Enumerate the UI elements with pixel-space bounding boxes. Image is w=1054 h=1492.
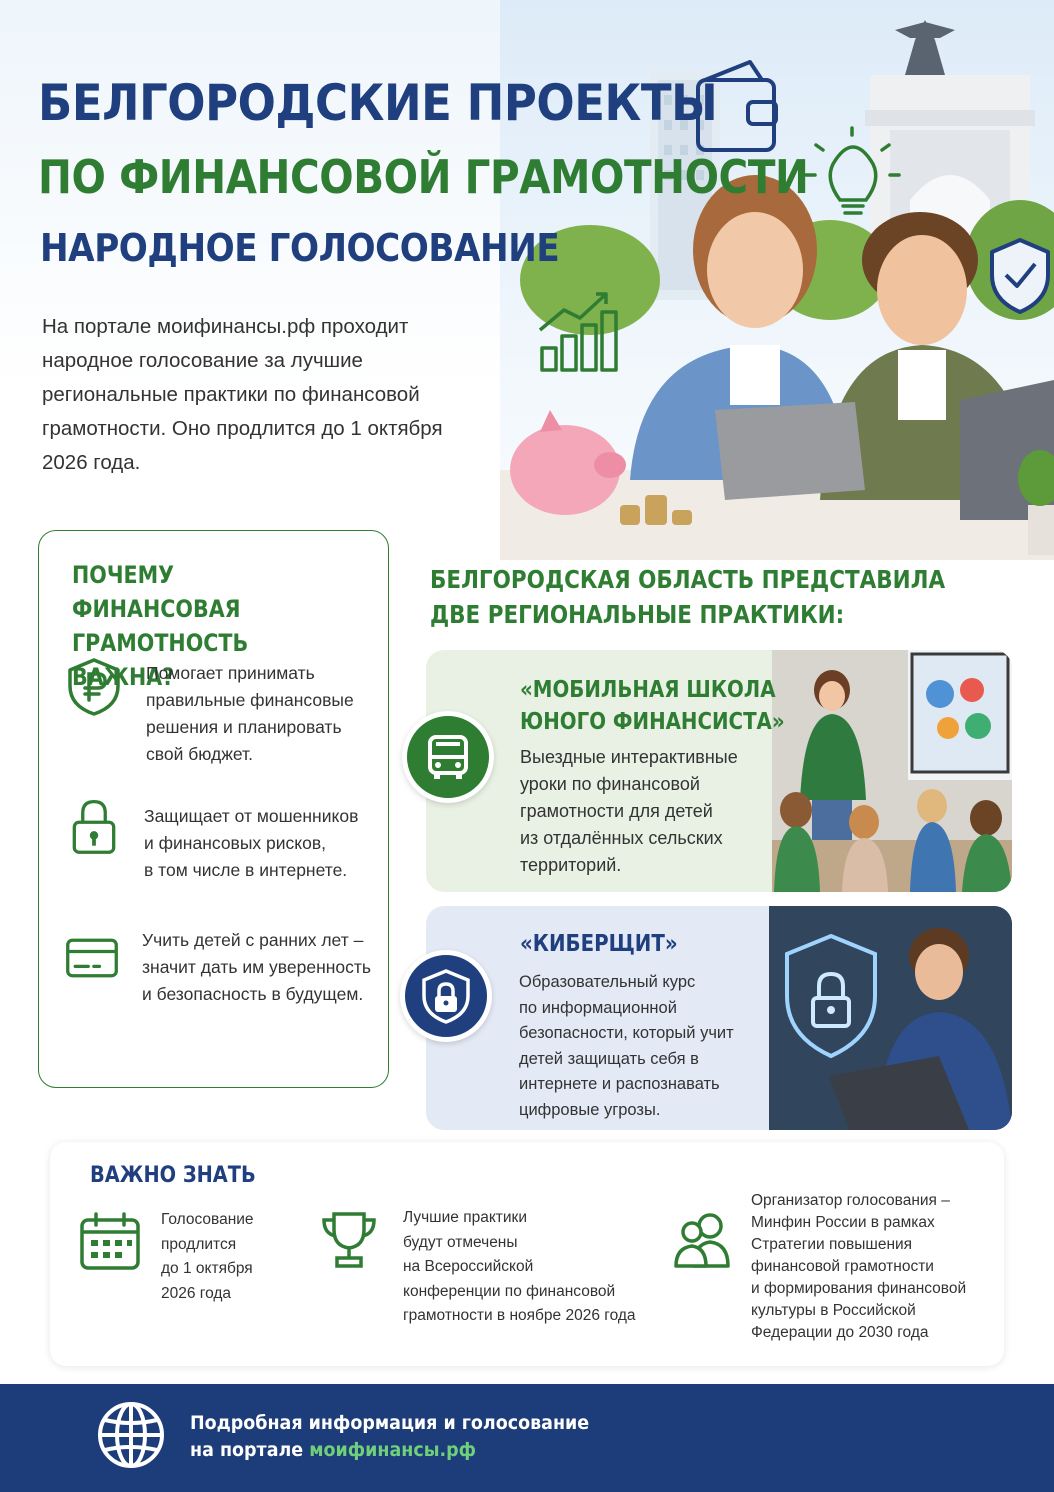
important-line: будут отмечены xyxy=(403,1233,518,1251)
practice-desc-line: по информационной xyxy=(519,998,677,1017)
practice-desc-mobile-school xyxy=(520,744,770,879)
important-item-conference-text xyxy=(403,1206,653,1329)
important-line: культуры в Российской xyxy=(751,1302,916,1319)
important-item-organizer-text xyxy=(751,1190,991,1344)
important-line: и формирования финансовой xyxy=(751,1280,967,1297)
padlock-icon xyxy=(66,796,122,856)
important-line: Федерации до 2030 года xyxy=(751,1324,929,1341)
why-item-padlock-text xyxy=(144,803,384,884)
footer-line: Подробная информация и голосование xyxy=(190,1412,590,1434)
practice-desc-cybershield xyxy=(519,970,769,1123)
why-item-ruble-text xyxy=(146,660,386,768)
practices-title xyxy=(430,562,946,632)
footer-info xyxy=(190,1410,668,1464)
important-line: конференции по финансовой xyxy=(403,1282,616,1300)
why-item-line: Помогает принимать xyxy=(146,663,315,683)
why-item-line: и финансовых рисков, xyxy=(144,833,327,853)
page-title-line2: ПО ФИНАНСОВОЙ ГРАМОТНОСТИ xyxy=(38,150,809,204)
important-line: Стратегии повышения xyxy=(751,1236,913,1253)
calendar-icon xyxy=(78,1210,142,1272)
footer-prefix: на портале xyxy=(190,1439,310,1461)
practice-title-mobile-school xyxy=(520,674,785,738)
shield-lock-icon xyxy=(400,950,492,1042)
footer-line xyxy=(190,1437,668,1464)
why-item-line: свой бюджет. xyxy=(146,744,253,764)
important-line: Минфин России в рамках xyxy=(751,1214,935,1231)
why-title-line: ГРАМОТНОСТЬ ВАЖНА? xyxy=(72,629,249,691)
important-line: на Всероссийской xyxy=(403,1258,534,1275)
important-line: до 1 октября xyxy=(161,1260,253,1277)
page-subtitle: НАРОДНОЕ ГОЛОСОВАНИЕ xyxy=(40,226,560,270)
intro-line: народное голосование за лучшие xyxy=(42,349,363,372)
practice-desc-line: уроки по финансовой xyxy=(520,774,700,794)
page-title-line1: БЕЛГОРОДСКИЕ ПРОЕКТЫ xyxy=(38,74,718,132)
important-line: Организатор голосования – xyxy=(751,1192,950,1209)
credit-card-icon xyxy=(64,928,120,988)
bus-icon xyxy=(402,711,494,803)
important-line: Голосование xyxy=(161,1211,254,1228)
practice-desc-line: грамотности для детей xyxy=(520,801,713,821)
practice-title-line: ЮНОГО ФИНАНСИСТА» xyxy=(520,709,785,735)
important-item-voting-text xyxy=(161,1208,301,1306)
practice-desc-line: территорий. xyxy=(520,855,622,875)
important-line: грамотности в ноябре 2026 года xyxy=(403,1307,636,1324)
why-item-line: и безопасность в будущем. xyxy=(142,984,364,1004)
practice-desc-line: безопасности, который учит xyxy=(519,1024,734,1042)
why-item-line: решения и планировать xyxy=(146,717,342,737)
why-item-line: значит дать им уверенность xyxy=(142,957,372,977)
practice-desc-line: Образовательный курс xyxy=(519,973,696,991)
classroom-photo xyxy=(772,650,1012,892)
practice-desc-line: цифровые угрозы. xyxy=(519,1100,661,1119)
portal-link[interactable]: моифинансы.рф xyxy=(309,1439,477,1461)
important-title: ВАЖНО ЗНАТЬ xyxy=(90,1163,256,1188)
ruble-shield-icon xyxy=(66,656,122,716)
important-line: финансовой грамотности xyxy=(751,1258,934,1275)
why-title-line: ПОЧЕМУ ФИНАНСОВАЯ xyxy=(72,561,241,623)
why-item-line: Учить детей с ранних лет – xyxy=(142,930,364,950)
practices-title-line: БЕЛГОРОДСКАЯ ОБЛАСТЬ ПРЕДСТАВИЛА xyxy=(430,565,946,594)
why-item-card-text xyxy=(142,927,382,1008)
people-icon xyxy=(672,1210,734,1270)
important-line: Лучшие практики xyxy=(403,1209,527,1226)
practice-desc-line: Выездные интерактивные xyxy=(520,747,738,767)
intro-line: региональные практики по финансовой xyxy=(42,383,420,406)
intro-paragraph xyxy=(42,310,482,480)
important-line: 2026 года xyxy=(161,1284,232,1302)
practice-title-cybershield: «КИБЕРЩИТ» xyxy=(520,931,678,957)
intro-line: На портале моифинансы.рф проходит xyxy=(42,315,409,338)
intro-line: 2026 года. xyxy=(42,451,141,474)
practice-desc-line: детей защищать себя в xyxy=(519,1049,699,1068)
practice-title-line: «МОБИЛЬНАЯ ШКОЛА xyxy=(520,677,776,703)
practice-desc-line: интернете и распознавать xyxy=(519,1075,720,1093)
practices-title-line: ДВЕ РЕГИОНАЛЬНЫЕ ПРАКТИКИ: xyxy=(430,600,845,629)
globe-icon xyxy=(96,1400,166,1470)
intro-line: грамотности. Оно продлится до 1 октября xyxy=(42,417,443,440)
why-item-line: Защищает от мошенников xyxy=(144,806,359,826)
practice-desc-line: из отдалённых сельских xyxy=(520,828,723,848)
important-line: продлится xyxy=(161,1235,237,1253)
cyber-security-photo xyxy=(769,906,1012,1130)
why-item-line: в том числе в интернете. xyxy=(144,860,348,880)
why-item-line: правильные финансовые xyxy=(146,690,354,710)
trophy-icon xyxy=(318,1208,380,1270)
